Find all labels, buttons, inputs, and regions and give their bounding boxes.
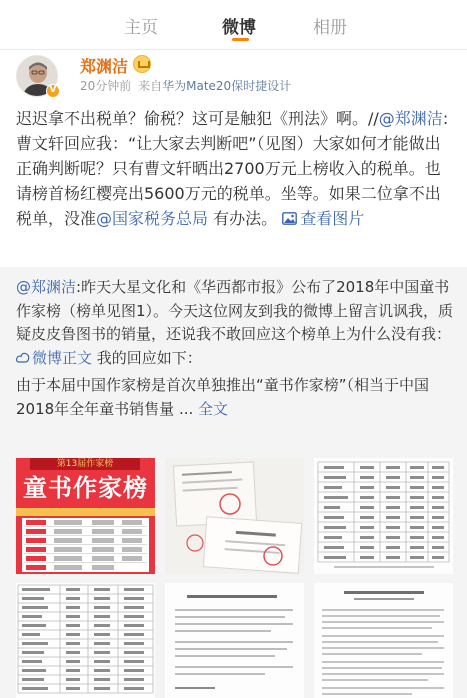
view-images-label: 查看图片 xyxy=(300,209,365,228)
weibo-main-text-label: 微博正文 xyxy=(32,348,93,367)
source-prefix: 来自 xyxy=(138,79,163,93)
poster-ranking-table xyxy=(22,518,149,572)
repost-excerpt-text: 由于本届中国作家榜是首次单独推出“童书作家榜”（相当于中国2018年全年童书销售量 ... xyxy=(16,376,430,418)
image-thumbnail-3[interactable] xyxy=(314,458,453,574)
post-time: 20分钟前 xyxy=(80,79,132,93)
repost-excerpt xyxy=(16,374,456,421)
mention-link[interactable]: @郑渊洁 xyxy=(378,109,443,128)
image-thumbnail-1[interactable] xyxy=(16,458,155,574)
image-icon xyxy=(282,212,297,225)
member-crown-icon xyxy=(133,55,151,73)
poster-subbar xyxy=(16,508,155,516)
post-text-part2: :曹文轩回应我：“让大家去判断吧”（见图）大家如何才能做出正确判断呢？只有曹文轩晒出2700万元上榜收入的税单。也请榜首杨红樱亮出5600万元的税单。坐等。如果二位拿不出税单，没准 xyxy=(16,109,449,228)
verified-v-icon: V xyxy=(46,84,60,98)
weibo-main-text-link[interactable] xyxy=(16,349,92,367)
image-thumbnail-6[interactable] xyxy=(314,583,453,698)
active-tab-indicator xyxy=(232,38,249,41)
poster-title: 童书作家榜 xyxy=(23,474,148,502)
repost-mention-link[interactable]: @郑渊洁 xyxy=(16,278,77,296)
post-header xyxy=(0,50,467,102)
tab-weibo[interactable]: 微博 xyxy=(222,18,256,38)
mention-tax-bureau-link[interactable]: @国家税务总局 xyxy=(96,209,209,228)
repost-text-part2: 我的回应如下： xyxy=(92,348,202,367)
repost-text-part1: :昨天大星文化和《华西都市报》公布了2018年中国童书作家榜（榜单见图1）。今天这位网友到我的微博上留言讥讽我，质疑皮皮鲁图书的销量，还说我不敢回应这个榜单上为什么没有我： xyxy=(16,278,454,343)
post-meta xyxy=(80,77,291,94)
image-thumbnail-4[interactable] xyxy=(16,583,155,698)
tab-album[interactable]: 相册 xyxy=(313,18,347,38)
link-icon xyxy=(16,352,30,364)
image-thumbnail-5[interactable] xyxy=(165,583,304,698)
full-text-link[interactable]: 全文 xyxy=(198,399,229,418)
post-body xyxy=(16,106,456,231)
post-text-part3: 有办法。 xyxy=(208,209,283,228)
view-images-link[interactable] xyxy=(282,209,364,228)
repost-text xyxy=(16,276,456,370)
post-source[interactable]: 华为Mate20保时捷设计 xyxy=(162,79,292,93)
author-name[interactable]: 郑渊洁 xyxy=(80,57,129,76)
post-text-part1: 迟迟拿不出税单？偷税？这可是触犯《刑法》啊。// xyxy=(16,109,379,128)
top-tab-bar xyxy=(0,0,467,50)
image-grid xyxy=(16,458,454,698)
tab-home[interactable]: 主页 xyxy=(124,18,158,38)
poster-banner: 第13届作家榜 xyxy=(30,458,140,470)
image-thumbnail-2[interactable] xyxy=(165,458,304,574)
